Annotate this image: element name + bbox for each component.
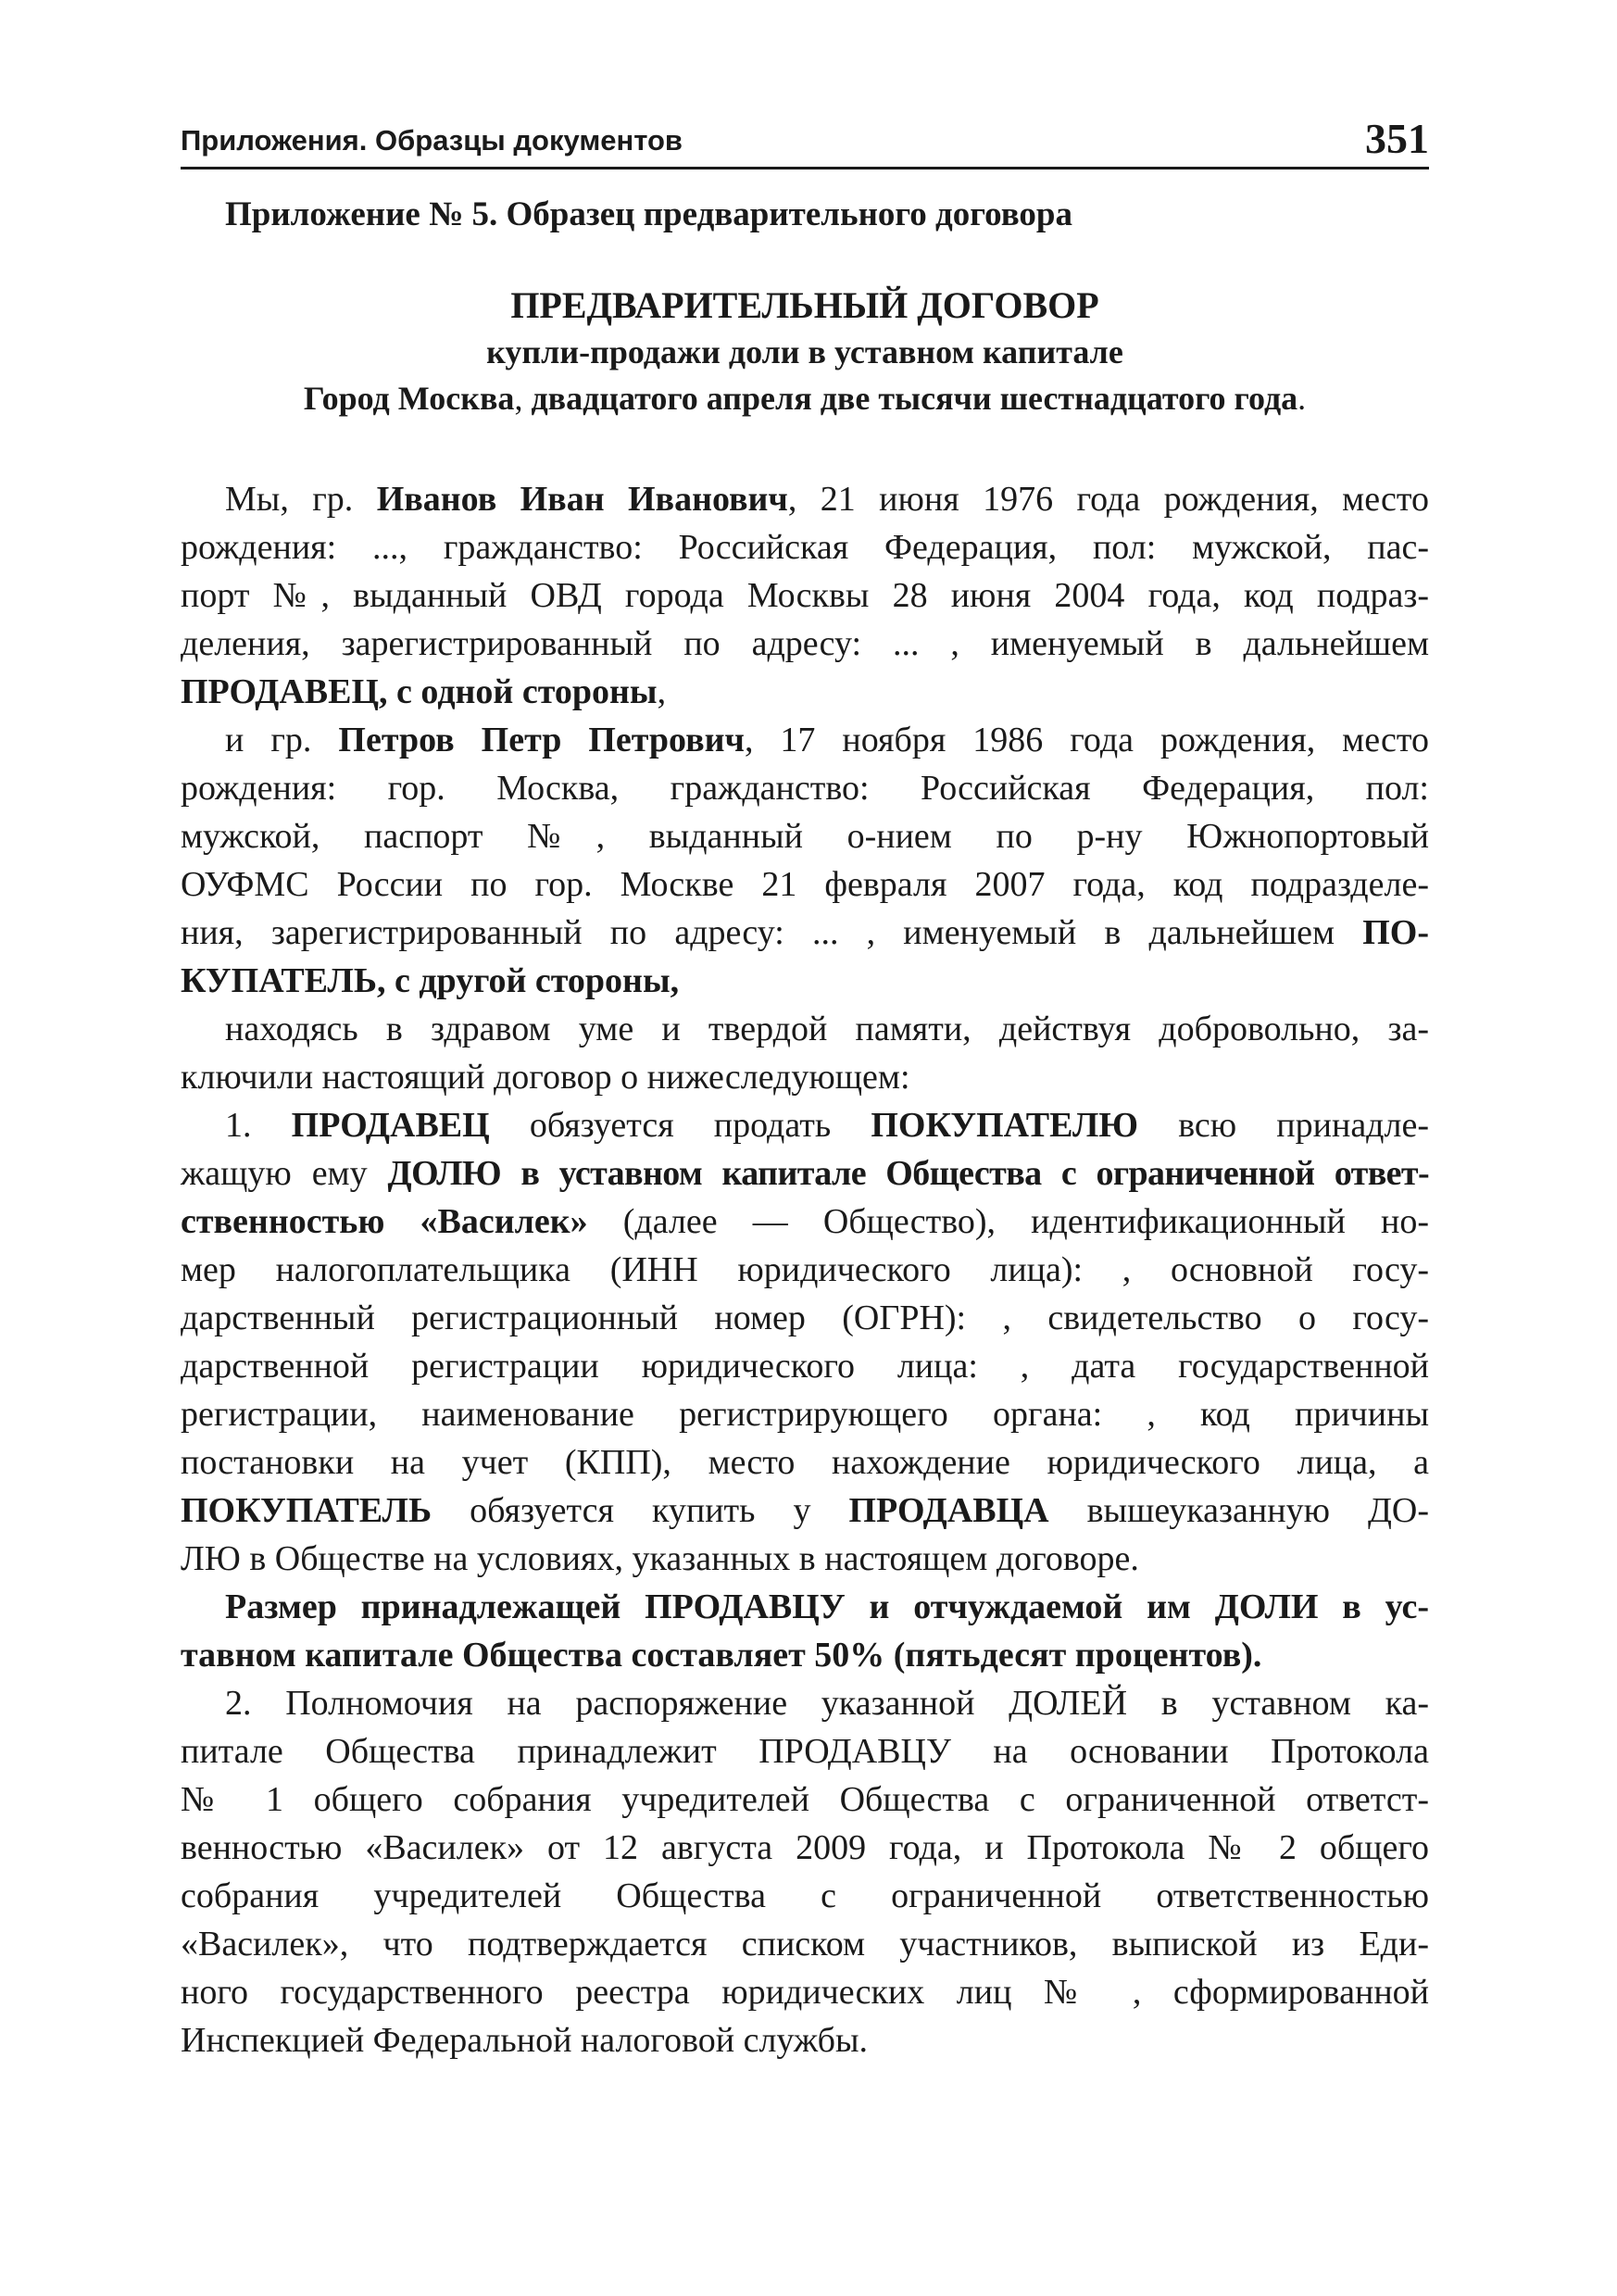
appendix-title: Приложение № 5. Образец предварительного договора (225, 195, 1073, 233)
clause-2-line: № 1 общего собрания учредителей Общества с ограниченной ответст- (181, 1780, 1429, 1819)
contract-subtitle: купли-продажи доли в уставном капитале (486, 333, 1123, 370)
text-run: Мы, гр. (225, 480, 377, 519)
section-name: Приложения. Образцы документов (181, 124, 683, 157)
seller-term: ПРОДАВЕЦ (291, 1106, 490, 1145)
text-run: обязуется продать (489, 1106, 871, 1145)
text-run: 1. (225, 1106, 292, 1145)
clause-1-line (181, 1487, 1429, 1535)
paragraph-buyer-line (181, 909, 1429, 957)
text-run: всю принадле- (1138, 1106, 1429, 1145)
clause-1-line: ЛЮ в Обществе на условиях, указанных в настоящем договоре. (181, 1539, 1139, 1578)
paragraph-buyer-line (181, 957, 1429, 1005)
contract-title: ПРЕДВАРИТЕЛЬНЫЙ ДОГОВОР (510, 284, 1099, 326)
clause-2-line: ного государственного реестра юридических лиц № , сформированной (181, 1973, 1429, 2012)
heading-period: . (1297, 380, 1307, 417)
paragraph-buyer-line (181, 716, 1429, 764)
paragraph-seller-line (181, 668, 1429, 716)
buyer-role-start: ПО- (1362, 913, 1429, 952)
text-run: обязуется купить у (432, 1491, 849, 1530)
clause-2-line: «Василек», что подтверждается списком участников, выпиской из Еди- (181, 1925, 1429, 1964)
clause-1-line: мер налогоплательщика (ИНН юридического лица): , основной госу- (181, 1250, 1429, 1289)
clause-1-line: дарственный регистрационный номер (ОГРН): , свидетельство о госу- (181, 1299, 1429, 1337)
share-description: ДОЛЮ в уставном капитале Общества с ограниченной ответ- (387, 1154, 1429, 1193)
clause-2-line: венностью «Василек» от 12 августа 2009 года, и Протокола № 2 общего (181, 1828, 1429, 1867)
paragraph-buyer-line: ОУФМС России по гор. Москве 21 февраля 2007 года, код подразделе- (181, 865, 1429, 904)
text-run: и гр. (225, 721, 339, 759)
text-run: вышеуказанную ДО- (1048, 1491, 1429, 1530)
clause-2-line: Инспекцией Федеральной налоговой службы. (181, 2021, 869, 2060)
contract-body (181, 475, 1429, 2064)
place-date-line (181, 375, 1429, 421)
clause-1-line: дарственной регистрации юридического лица: , дата государственной (181, 1347, 1429, 1386)
clause-1-line (181, 1149, 1429, 1198)
clause-2-line: 2. Полномочия на распоряжение указанной ДОЛЕЙ в уставном ка- (225, 1684, 1429, 1723)
heading-comma: , (514, 380, 523, 417)
text-run: жащую ему (181, 1154, 388, 1193)
contract-place: Город Москва (303, 380, 515, 417)
text-run: (далее — Общество), идентификационный но- (587, 1202, 1429, 1241)
seller-name: Иванов Иван Иванович (376, 480, 788, 519)
clause-2-line: питале Общества принадлежит ПРОДАВЦУ на основании Протокола (181, 1732, 1429, 1771)
text-run: , 21 июня 1976 года рождения, место (787, 480, 1429, 519)
share-size-text: Размер принадлежащей ПРОДАВЦУ и отчуждаемой им ДОЛИ в ус- (225, 1587, 1429, 1626)
text-run: , 17 ноября 1986 года рождения, место (744, 721, 1430, 759)
clause-1-line: регистрации, наименование регистрирующего органа: , код причины (181, 1395, 1429, 1434)
share-size-text: тавном капитале Общества составляет 50% (пятьдесят процентов). (181, 1636, 1262, 1675)
seller-term: ПРОДАВЦА (848, 1491, 1049, 1530)
buyer-term: ПОКУПАТЕЛЬ (181, 1491, 432, 1530)
document-heading (181, 282, 1429, 421)
clause-1-line (181, 1101, 1429, 1149)
text-run: ния, зарегистрированный по адресу: ... , именуемый в дальнейшем (181, 913, 1363, 952)
running-header (181, 115, 1429, 169)
share-size-line (181, 1583, 1429, 1631)
paragraph-agreement-line: находясь в здравом уме и твердой памяти, действуя добровольно, за- (225, 1010, 1429, 1048)
contract-date: двадцатого апреля две тысячи шестнадцатого года (531, 380, 1298, 417)
share-size-line (181, 1631, 1429, 1679)
buyer-name: Петров Петр Петрович (338, 721, 745, 759)
page-number: 351 (1365, 115, 1429, 162)
buyer-role: КУПАТЕЛЬ, с другой стороны, (181, 961, 680, 1000)
paragraph-seller-line: деления, зарегистрированный по адресу: ... , именуемый в дальнейшем (181, 624, 1429, 663)
paragraph-buyer-line: мужской, паспорт №, выданный о-нием по р-ну Южнопортовый (181, 817, 1429, 856)
clause-2-line: собрания учредителей Общества с ограниченной ответственностью (181, 1876, 1429, 1915)
paragraph-seller-line: порт №, выданный ОВД города Москвы 28 июня 2004 года, код подраз- (181, 576, 1429, 615)
paragraph-seller-line (181, 475, 1429, 523)
paragraph-agreement-line: ключили настоящий договор о нижеследующем: (181, 1058, 910, 1097)
seller-role: ПРОДАВЕЦ, с одной стороны (181, 672, 658, 711)
text-run: , (657, 672, 667, 711)
clause-1-line: постановки на учет (КПП), место нахождение юридического лица, а (181, 1443, 1429, 1482)
paragraph-buyer-line: рождения: гор. Москва, гражданство: Российская Федерация, пол: (181, 769, 1429, 808)
company-name: ственностью «Василек» (181, 1202, 588, 1241)
paragraph-seller-line: рождения: ..., гражданство: Российская Федерация, пол: мужской, пас- (181, 528, 1429, 567)
clause-1-line (181, 1198, 1429, 1246)
buyer-term: ПОКУПАТЕЛЮ (871, 1106, 1139, 1145)
